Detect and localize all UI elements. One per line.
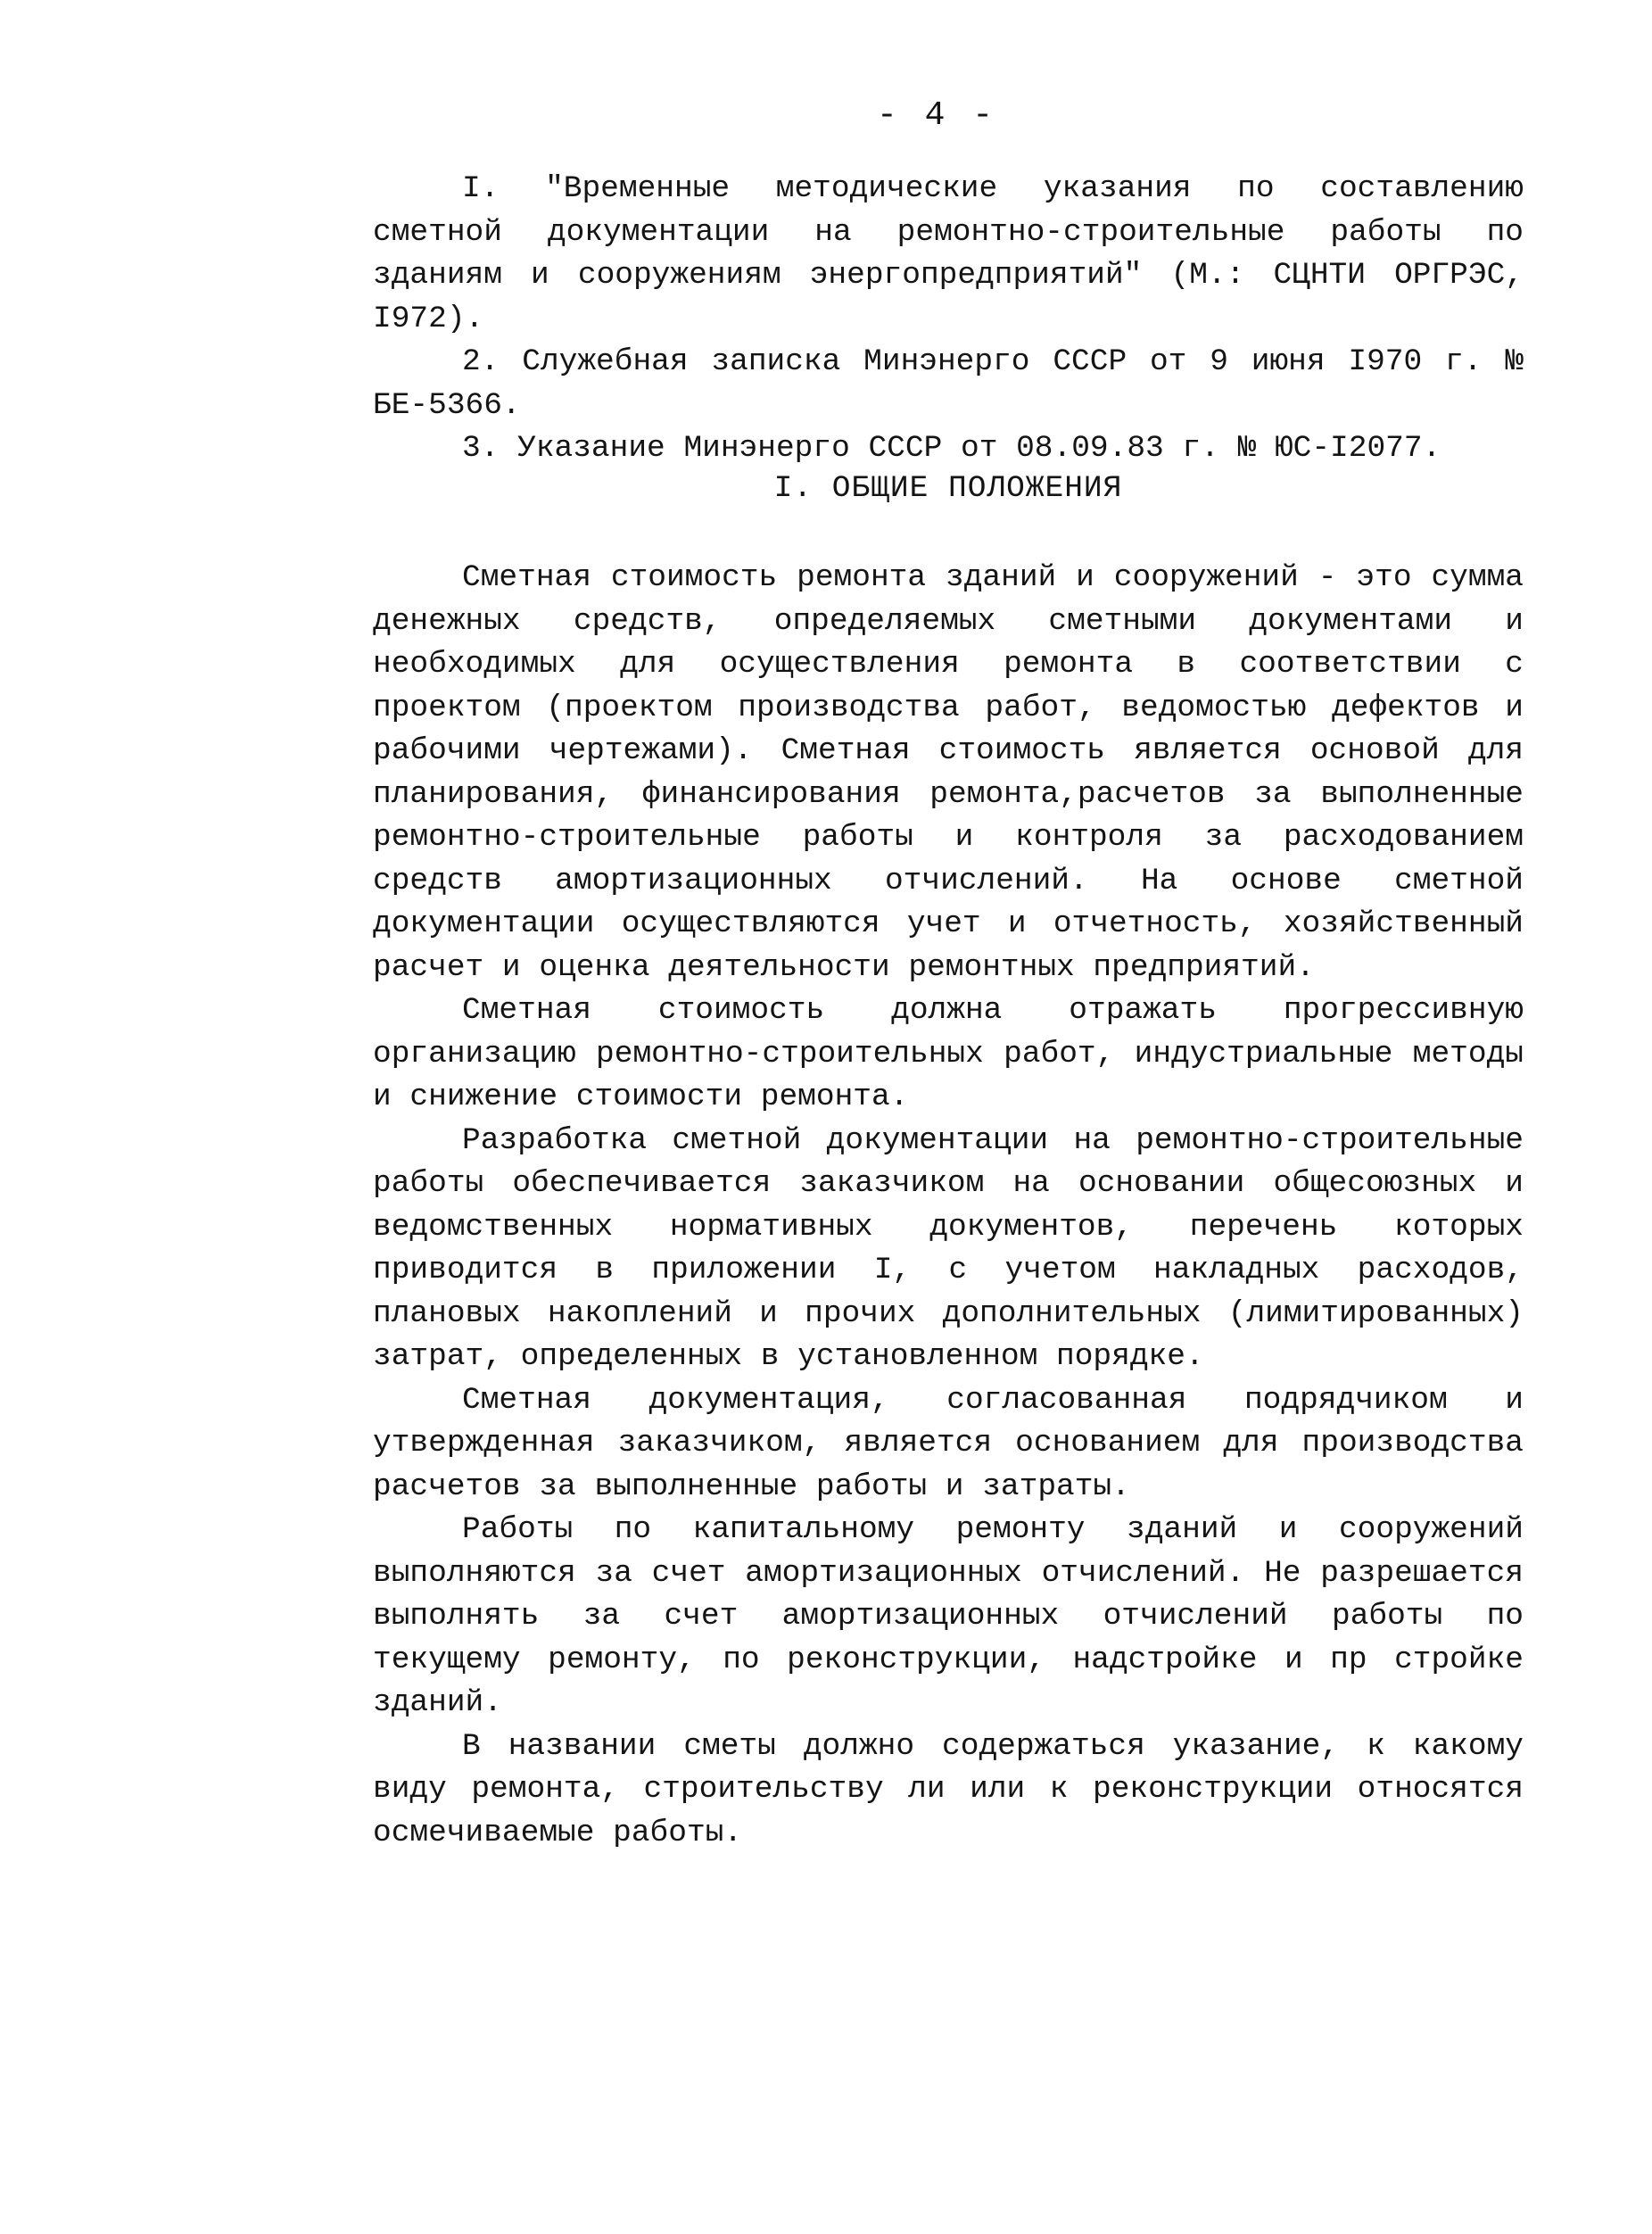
paragraph-5: Работы по капитальному ремонту зданий и сооружений выполняются за счет амортизационных отчислений. Не разрешается выполнять за счет амортизационных отчислений работы по текущему ремонту, по реконструкции, надстройке и пр стройке зданий.: [373, 1512, 1524, 1720]
paragraph-6: В названии сметы должно содержаться указание, к какому виду ремонта, строительству ли или к реконструкции относятся осмечиваемые работы.: [373, 1728, 1524, 1850]
paragraph-4: Сметная документация, согласованная подрядчиком и утвержденная заказчиком, является основанием для производства расчетов за выполненные работы и затраты.: [373, 1382, 1524, 1504]
paragraph-2: Сметная стоимость должна отражать прогрессивную организацию ремонтно-строительных работ, индустриальные методы и снижение стоимости ремонта.: [373, 993, 1524, 1114]
paragraph-1: Сметная стоимость ремонта зданий и сооружений - это сумма денежных средств, определяемых сметными документами и необходимых для осуществления ремонта в соответствии с проектом (проектом производства работ, ведомостью дефектов и рабочими чертежами). Сметная стоимость является основой для планирования, финансирования ремонта,расчетов за выполненные ремонтно-строительные работы и контроля за расходованием средств амортизационных отчислений. На основе сметной документации осуществляются учет и отчетность, хозяйственный расчет и оценка деятельности ремонтных предприятий.: [373, 560, 1524, 985]
reference-item-1: I. "Временные методические указания по составлению сметной документации на ремонтно-строительные работы по зданиям и сооружениям энергопредприятий" (М.: СЦНТИ ОРГРЭС, I972).: [373, 171, 1524, 336]
paragraph-3: Разработка сметной документации на ремонтно-строительные работы обеспечивается заказчиком на основании общесоюзных и ведомственных нормативных документов, перечень которых приводится в приложении I, с учетом накладных расходов, плановых накоплений и прочих дополнительных (лимитированных) затрат, определенных в установленном порядке.: [373, 1122, 1524, 1374]
reference-item-2: 2. Служебная записка Минэнерго СССР от 9 июня I970 г. № БЕ-5366.: [373, 344, 1524, 423]
references-list: [373, 168, 1524, 471]
section-heading: I. ОБЩИЕ ПОЛОЖЕНИЯ: [773, 471, 1123, 506]
section-body: [373, 557, 1524, 1855]
reference-item-3: 3. Указание Минэнерго СССР от 08.09.83 г. № ЮС-I2077.: [462, 431, 1441, 466]
page-number: - 4 -: [876, 96, 997, 135]
